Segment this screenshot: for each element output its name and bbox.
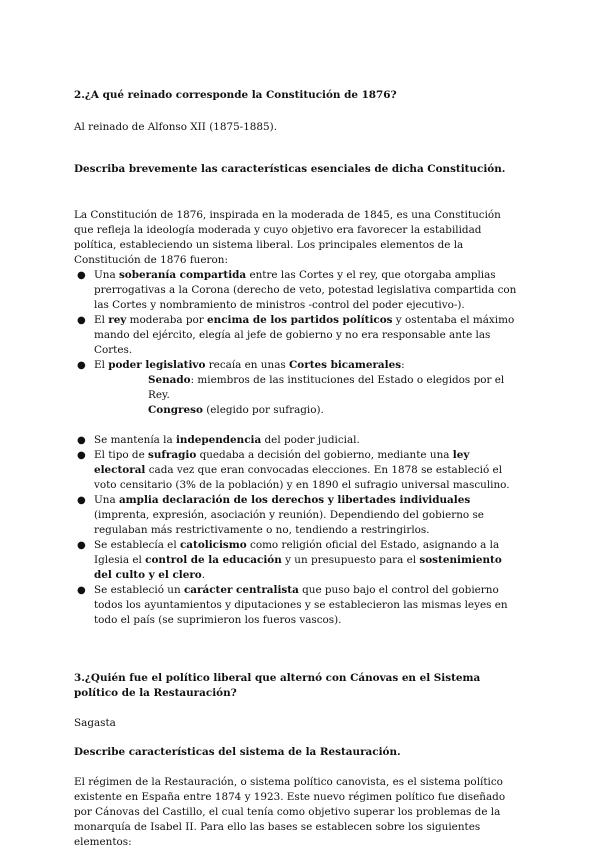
bold-term: sufragio — [148, 449, 197, 461]
bold-term: control de la educación — [145, 554, 282, 566]
bold-term: ley electoral — [94, 449, 470, 476]
text-span: quedaba a decisión del gobierno, mediante una — [196, 449, 453, 461]
bullet-icon: ● — [77, 435, 86, 446]
list-item — [77, 313, 520, 358]
list-item — [77, 268, 520, 313]
constitution-list-1 — [74, 268, 520, 418]
text-span: y un presupuesto para el — [281, 554, 420, 566]
bold-term: amplia declaración de los derechos y libertades individuales — [118, 494, 471, 506]
text-span: : — [401, 359, 405, 371]
constitution-list-2 — [74, 433, 520, 628]
bullet-icon: ● — [77, 315, 86, 326]
list-item — [77, 493, 520, 538]
constitution-intro: La Constitución de 1876, inspirada en la moderada de 1845, es una Constitución que refleja la ideología moderada y cuyo objetivo era favorecer la estabilidad política, estableciendo un sistema liberal. Los principales elementos de la Constitución de 1876 fueron: — [74, 209, 501, 266]
question-2: 2.¿A qué reinado corresponde la Constitución de 1876? — [74, 89, 397, 101]
bold-term: encima de los partidos políticos — [207, 314, 393, 326]
text-span: Se mantenía la — [94, 434, 176, 446]
answer-3: Sagasta — [74, 717, 116, 729]
bold-term: Senado — [148, 374, 191, 386]
bold-term: Congreso — [148, 404, 203, 416]
bullet-icon: ● — [77, 495, 86, 506]
bold-term: sostenimiento del culto y el clero — [94, 554, 502, 581]
bold-term: soberanía compartida — [118, 269, 247, 281]
describe-constitution-heading: Describa brevemente las características esenciales de dicha Constitución. — [74, 163, 506, 175]
congreso-line — [94, 403, 520, 418]
text-span: (elegido por sufragio). — [202, 404, 324, 416]
text-span: El — [94, 359, 109, 371]
senado-line — [94, 373, 520, 403]
bullet-icon: ● — [77, 450, 86, 461]
bold-term: catolicismo — [179, 539, 247, 551]
text-span: : miembros de las instituciones del Estado o elegidos por el Rey. — [148, 374, 505, 401]
bold-term: independencia — [175, 434, 262, 446]
text-span: Una — [94, 269, 119, 281]
list-item — [77, 448, 520, 493]
text-span: Se establecía el — [94, 539, 180, 551]
question-3: 3.¿Quién fue el político liberal que alternó con Cánovas en el Sistema político de la Restauración? — [74, 672, 481, 699]
bullet-icon: ● — [77, 360, 86, 371]
bold-term: poder legislativo — [108, 359, 206, 371]
restauracion-intro: El régimen de la Restauración, o sistema político canovista, es el sistema político existente en España entre 1874 y 1923. Este nuevo régimen político fue diseñado por Cánovas del Castillo, el cual tenía como objetivo superar los problemas de la monarquía de Isabel II. Para ello las bases se establecen sobre los siguientes elementos: — [74, 776, 506, 848]
text-span: como religión oficial del Estado, asignando a la Iglesia el — [94, 539, 500, 566]
text-span: entre las Cortes y el rey, que otorgaba amplias prerrogativas a la Corona (derecho de veto, potestad legislativa compartida con las Cortes y nombramiento de ministros -control del poder ejecutivo-). — [94, 269, 517, 311]
bold-term: Cortes bicamerales — [289, 359, 402, 371]
list-item — [77, 358, 520, 418]
text-span: Una — [94, 494, 119, 506]
text-span: del poder judicial. — [261, 434, 360, 446]
bold-term: rey — [108, 314, 127, 326]
text-span: que puso bajo el control del gobierno todos los ayuntamientos y diputaciones y se establecieron las mismas leyes en todo el país (se suprimieron los fueros vascos). — [94, 584, 508, 626]
text-span: (imprenta, expresión, asociación y reunión). Dependiendo del gobierno se regulaban más restrictivamente o no, tendiendo a restringirlos. — [94, 509, 484, 536]
answer-2: Al reinado de Alfonso XII (1875-1885). — [74, 121, 277, 133]
bullet-icon: ● — [77, 540, 86, 551]
text-span: . — [201, 569, 206, 581]
list-item — [77, 583, 520, 628]
describe-restauracion-heading: Describe características del sistema de la Restauración. — [74, 746, 401, 758]
bullet-icon: ● — [77, 585, 86, 596]
text-span: recaía en unas — [205, 359, 290, 371]
bold-term: carácter centralista — [183, 584, 299, 596]
text-span: El tipo de — [94, 449, 149, 461]
text-span: moderaba por — [126, 314, 208, 326]
text-span: El — [94, 314, 109, 326]
list-item — [77, 433, 520, 448]
text-span: Se estableció un — [94, 584, 184, 596]
text-span: y ostentaba el máximo mando del ejército, elegía al jefe de gobierno y no era responsable ante las Cortes. — [94, 314, 515, 356]
bullet-icon: ● — [77, 270, 86, 281]
text-span: cada vez que eran convocadas elecciones. En 1878 se estableció el voto censitario (3% de la población) y en 1890 el sufragio universal masculino. — [94, 464, 510, 491]
list-item — [77, 538, 520, 583]
